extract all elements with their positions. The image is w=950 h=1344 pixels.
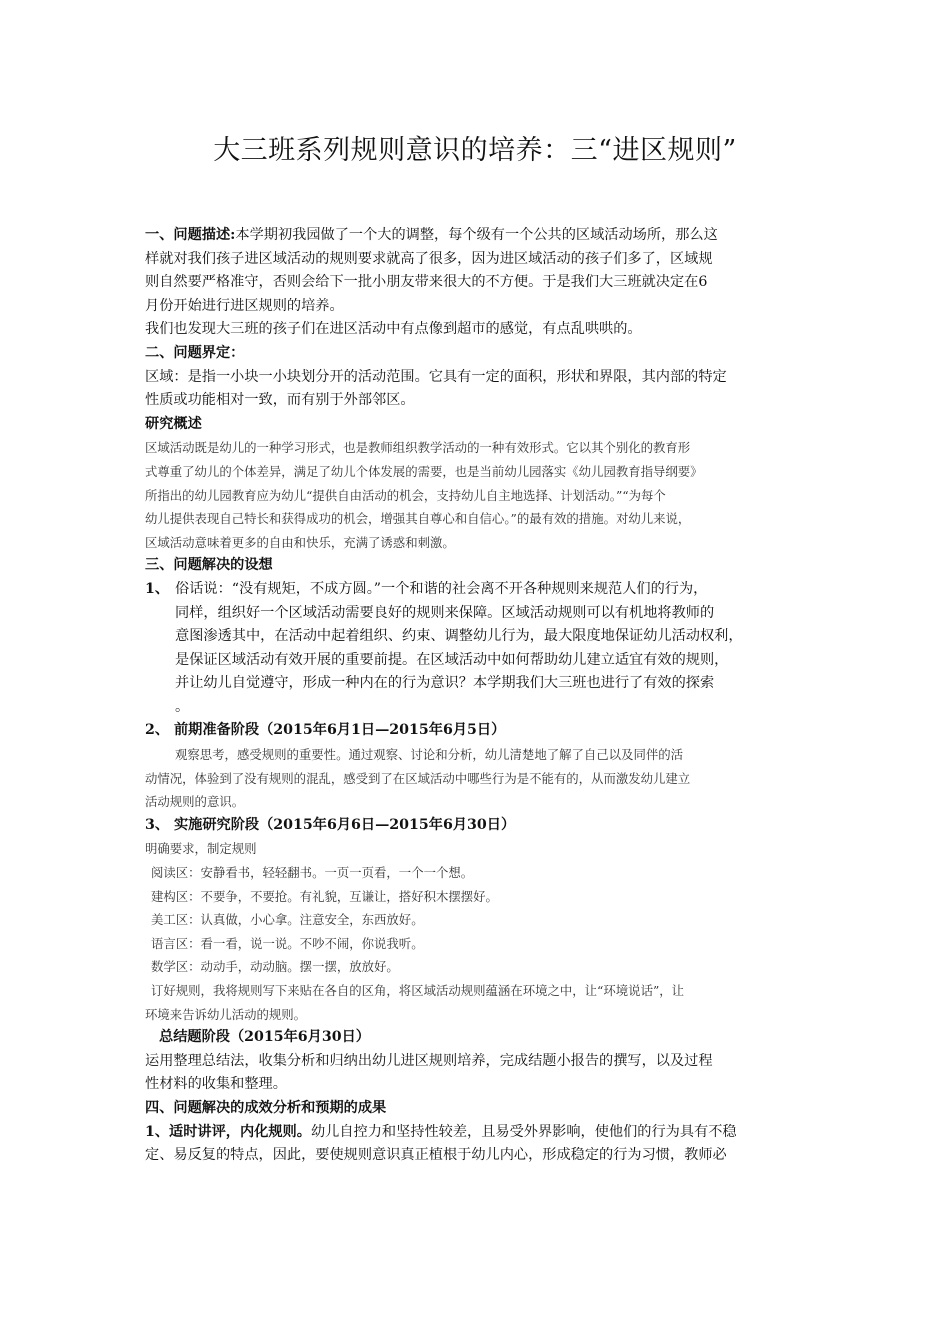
section-heading: 二、问题界定：: [145, 344, 245, 361]
paragraph-line: 观察思考，感受规则的重要性。通过观察、讨论和分析，幼儿清楚地了解了自己以及同伴的活: [175, 747, 684, 763]
list-item-heading: 总结题阶段（2015年6月30日）: [159, 1029, 370, 1046]
paragraph-line: 所指出的幼儿园教育应为幼儿“提供自由活动的机会，支持幼儿自主地选择、计划活动。”“为每个: [145, 487, 666, 503]
list-item-heading: 2、 前期准备阶段（2015年6月1日—2015年6月5日）: [145, 722, 506, 739]
rule-line: 数学区：动动手，动动脑。摆一摆，放放好。: [151, 959, 399, 975]
rule-line: 建构区：不要争，不要抢。有礼貌，互谦让，搭好积木摆摆好。: [151, 888, 498, 904]
rule-line: 阅读区：安静看书，轻轻翻书。一页一页看，一个一个想。: [151, 865, 474, 881]
paragraph-line: 。: [175, 698, 190, 715]
paragraph-line: 性质或功能相对一致，而有别于外部邻区。: [145, 392, 415, 409]
paragraph-line: 订好规则，我将规则写下来贴在各自的区角，将区域活动规则蕴涵在环境之中，让“环境说话”，让: [151, 983, 685, 998]
paragraph-line: 区域活动意味着更多的自由和快乐，充满了诱惑和刺激。: [145, 534, 455, 550]
section-heading: 四、问题解决的成效分析和预期的成果: [145, 1099, 387, 1116]
list-number: 1、: [145, 580, 170, 597]
rule-line: 美工区：认真做，小心拿。注意安全，东西放好。: [151, 912, 424, 928]
paragraph-line: 则自然要严格准守，否则会给下一批小朋友带来很大的不方便。于是我们大三班就决定在6: [145, 274, 708, 291]
section-heading: 一、问题描述:: [145, 227, 236, 243]
rule-line: 语言区：看一看，说一说。不吵不闹，你说我听。: [151, 935, 424, 951]
paragraph-line: 定、易反复的特点，因此，要使规则意识真正植根于幼儿内心，形成稳定的行为习惯，教师必: [145, 1147, 727, 1164]
section-heading: 三、问题解决的设想: [145, 557, 273, 574]
list-item-heading: 3、 实施研究阶段（2015年6月6日—2015年6月30日）: [145, 816, 516, 833]
paragraph-line: 我们也发现大三班的孩子们在进区活动中有点像到超市的感觉，有点乱哄哄的。: [145, 321, 642, 338]
paragraph-line: 同样，组织好一个区域活动需要良好的规则来保障。区域活动规则可以有机地将教师的: [175, 604, 715, 621]
paragraph-line: 运用整理总结法，收集分析和归纳出幼儿进区规则培养，完成结题小报告的撰写，以及过程: [145, 1052, 713, 1069]
paragraph-line: 活动规则的意识。: [145, 794, 245, 810]
paragraph-line: 1、适时讲评，内化规则。幼儿自控力和坚持性较差，且易受外界影响，使他们的行为具有不稳: [145, 1123, 737, 1140]
paragraph-line: 幼儿提供表现自己特长和获得成功的机会，增强其自尊心和自信心。”的最有效的措施。对幼儿来说，: [145, 511, 691, 527]
point-heading: 1、适时讲评，内化规则。: [145, 1123, 311, 1140]
paragraph-line: 一、问题描述:本学期初我园做了一个大的调整，每个级有一个公共的区域活动场所，那么这: [145, 227, 718, 243]
paragraph-line: 是保证区域活动有效开展的重要前提。在区域活动中如何帮助幼儿建立适宜有效的规则，: [175, 651, 729, 668]
document-title: 大三班系列规则意识的培养：三“进区规则”: [213, 135, 737, 166]
paragraph-line: 月份开始进行进区规则的培养。: [145, 297, 344, 314]
paragraph-line: 并让幼儿自觉遵守，形成一种内在的行为意识？本学期我们大三班也进行了有效的探索: [175, 675, 715, 692]
paragraph-line: 动情况，体验到了没有规则的混乱，感受到了在区域活动中哪些行为是不能有的，从而激发幼儿建立: [145, 770, 691, 786]
paragraph-line: 区域：是指一小块一小块划分开的活动范围。它具有一定的面积，形状和界限，其内部的特定: [145, 368, 727, 385]
paragraph-line: 式尊重了幼儿的个体差异，满足了幼儿个体发展的需要，也是当前幼儿园落实《幼儿园教育指导纲要》: [145, 463, 703, 479]
paragraph-line: 样就对我们孩子进区域活动的规则要求就高了很多，因为进区域活动的孩子们多了，区域规: [145, 250, 713, 267]
document-body: [145, 224, 813, 1168]
list-item: 1、 俗话说：“没有规矩，不成方圆。”一个和谐的社会离不开各种规则来规范人们的行为，: [145, 578, 813, 602]
paragraph-line: 明确要求，制定规则: [145, 841, 257, 857]
paragraph-line: 区域活动既是幼儿的一种学习形式，也是教师组织教学活动的一种有效形式。它以其个别化的教育形: [145, 440, 691, 456]
paragraph-line: 环境来告诉幼儿活动的规则。: [145, 1006, 307, 1022]
paragraph-line: 意图渗透其中，在活动中起着组织、约束、调整幼儿行为，最大限度地保证幼儿活动权利，: [175, 628, 743, 645]
paragraph-line: 性材料的收集和整理。: [145, 1076, 287, 1093]
sub-heading: 研究概述: [145, 415, 202, 432]
